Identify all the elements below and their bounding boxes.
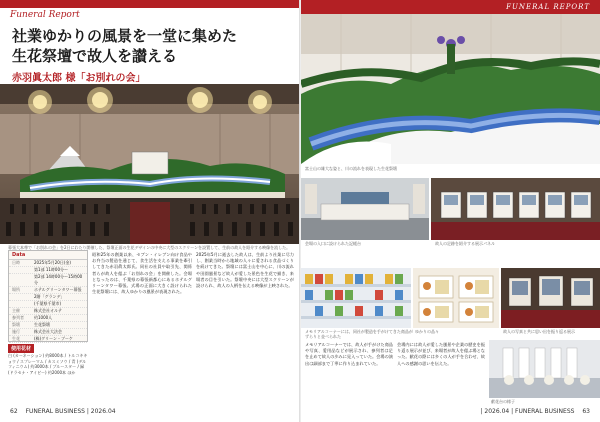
reception-graphic — [301, 178, 429, 240]
info-row — [9, 274, 87, 287]
altar-closeup-graphic — [301, 14, 600, 164]
section-kicker: Funeral Report — [10, 10, 80, 20]
info-value: 生花祭壇 — [34, 322, 50, 327]
photo-reception — [301, 178, 429, 240]
info-heading: Data — [9, 251, 87, 260]
info-key: 場所 — [12, 287, 20, 292]
page-number-right — [480, 408, 590, 415]
caption-altar-closeup: 富士山の雄大な姿と、川の流れを表現した生花祭壇 — [305, 166, 397, 171]
info-row — [9, 294, 87, 301]
title-line-2: 生花祭壇で故人を讃える — [12, 47, 178, 65]
info-row — [9, 267, 87, 274]
caption-product-shelf: メモリアルコーナーには、同社が製造を手がけてきた商品がずらりと並べられた — [305, 329, 413, 339]
top-color-band — [0, 0, 299, 8]
info-value: 2025年5月20日(金) — [34, 260, 71, 265]
bento-graphic — [413, 268, 499, 328]
body-column-4: 会場内には故人が愛した風景や企業の歴史を振り返る展示が並び、来場者が故人を偲ぶ場となった。献花の際には多くの人が手を合わせ、故人への感謝の思いを伝えた。 — [397, 342, 485, 366]
info-key: 施行 — [12, 329, 20, 334]
info-value: 株式会社オルテ — [34, 308, 62, 313]
info-key: 祭壇 — [12, 322, 20, 327]
info-value: 第1部 11時00分〜 — [34, 267, 68, 272]
caption-offering: 献花台の様子 — [491, 399, 515, 404]
photo-memorial-display — [501, 268, 600, 328]
info-row — [9, 287, 87, 294]
hero-caption: 幕張大本尊で「お別れの会」を2日にわたり開催した、祭壇正面の生花デザインの中央に大型のスクリーンを設置して、生前の故人を紹介する映像を流した。 — [8, 245, 291, 250]
photo-offering — [489, 340, 600, 398]
info-key — [12, 301, 34, 307]
hero-photo-altar — [0, 84, 299, 244]
info-value: 第2部 14時00分〜15時00分 — [34, 274, 83, 285]
left-page — [0, 0, 299, 422]
event-info-box — [8, 250, 88, 342]
article-subtitle: 赤羽眞太郎 様「お別れの会」 — [12, 73, 146, 84]
info-row — [9, 260, 87, 267]
info-key — [12, 267, 34, 273]
photo-exhibit-panels — [431, 178, 600, 240]
info-row — [9, 315, 87, 322]
info-key: 生花 — [12, 336, 20, 341]
info-row — [9, 336, 87, 343]
flower-materials-text: 白 (カーネーション) 約8000本 / トルコキキョウ / スプレーマム / カスミソウ / 青 (デルフィニウム) 約3000本 / ブルースター / 緑 (ドラセナ・アイビー) 約2000本 ほか — [8, 353, 88, 375]
page-number: 62 — [10, 408, 18, 415]
info-value: (千葉県千葉市) — [34, 301, 62, 306]
info-row — [9, 308, 87, 315]
caption-memorial-display: 故人の写真と共に思い出を振り返る展示 — [503, 329, 575, 334]
right-page — [301, 0, 600, 422]
caption-exhibit-panels: 故人の足跡を紹介する展示パネル — [435, 241, 495, 246]
info-value: ホテルグリーンタワー幕張 — [34, 287, 82, 292]
photo-altar-closeup — [301, 14, 600, 164]
top-color-band — [301, 0, 600, 14]
article-title — [12, 26, 297, 66]
page-label: FUNERAL BUSINESS | 2026.04 — [25, 408, 116, 415]
photo-product-shelf — [301, 268, 411, 328]
section-kicker: FUNERAL REPORT — [506, 3, 590, 11]
info-row — [9, 322, 87, 329]
info-row — [9, 301, 87, 308]
page-number: 63 — [582, 408, 590, 415]
body-column-2: 2025年5月に逝去した故人は、生前より社業に尽力し、創業当時から地域の人々に愛される食品づくりを続けてきた。祭壇には富士山を中心に、川の流れや田園風景など故人が愛した景色を生花で描き、来場者の目を引いた。祭壇中央には大型スクリーンが設けられ、故人の人柄を伝える映像が上映された。 — [196, 252, 294, 289]
page-label: | 2026.04 | FUNERAL BUSINESS — [480, 408, 575, 415]
info-key: 主催 — [12, 308, 20, 313]
info-key — [12, 294, 34, 300]
info-value: 株式会社大法会 — [34, 329, 62, 334]
offering-graphic — [489, 340, 600, 398]
info-key: 参列者 — [12, 315, 24, 320]
caption-reception: 会場の入口に設けられた記帳台 — [305, 241, 361, 246]
title-line-1: 社業ゆかりの風景を一堂に集めた — [12, 27, 238, 45]
info-key: 日時 — [12, 260, 20, 265]
body-column-3: メモリアルコーナーでは、故人が手がけた商品や写真、愛用品などが展示され、参列者は足を止めて故人の歩みに見入っていた。会場の演出は細部まで丁寧に作り込まれていた。 — [305, 342, 393, 366]
info-value: 2階「グランデ」 — [34, 294, 65, 299]
photo-bento — [413, 268, 499, 328]
body-column-1: 昭和25年の創業以来、セブン・イレブン向け食品やお弁当の製造を通じて、食生活を支える事業を牽引してきた赤羽眞太郎氏。同社の社員や取引先、関係者らが故人を偲ぶ「お別れの会」を開催した。会場となったのは、千葉県の幕張新都心にあるホテルグリーンタワー幕張。式場の正面に大きく設けられた生花祭壇には、故人ゆかりの風景が表現された。 — [92, 252, 192, 295]
info-key — [12, 274, 34, 286]
product-shelf-graphic — [301, 268, 411, 328]
exhibit-panels-graphic — [431, 178, 600, 240]
info-row — [9, 329, 87, 336]
page-number-left — [10, 408, 116, 415]
flower-materials-heading: 使用花材 — [8, 344, 34, 353]
info-value: (株)グリーン・ブーケ — [34, 336, 73, 341]
memorial-display-graphic — [501, 268, 600, 328]
caption-bento: ゆかりの品々 — [415, 329, 439, 334]
info-value: 約1000人 — [34, 315, 53, 320]
hero-photo-graphic — [0, 84, 299, 244]
